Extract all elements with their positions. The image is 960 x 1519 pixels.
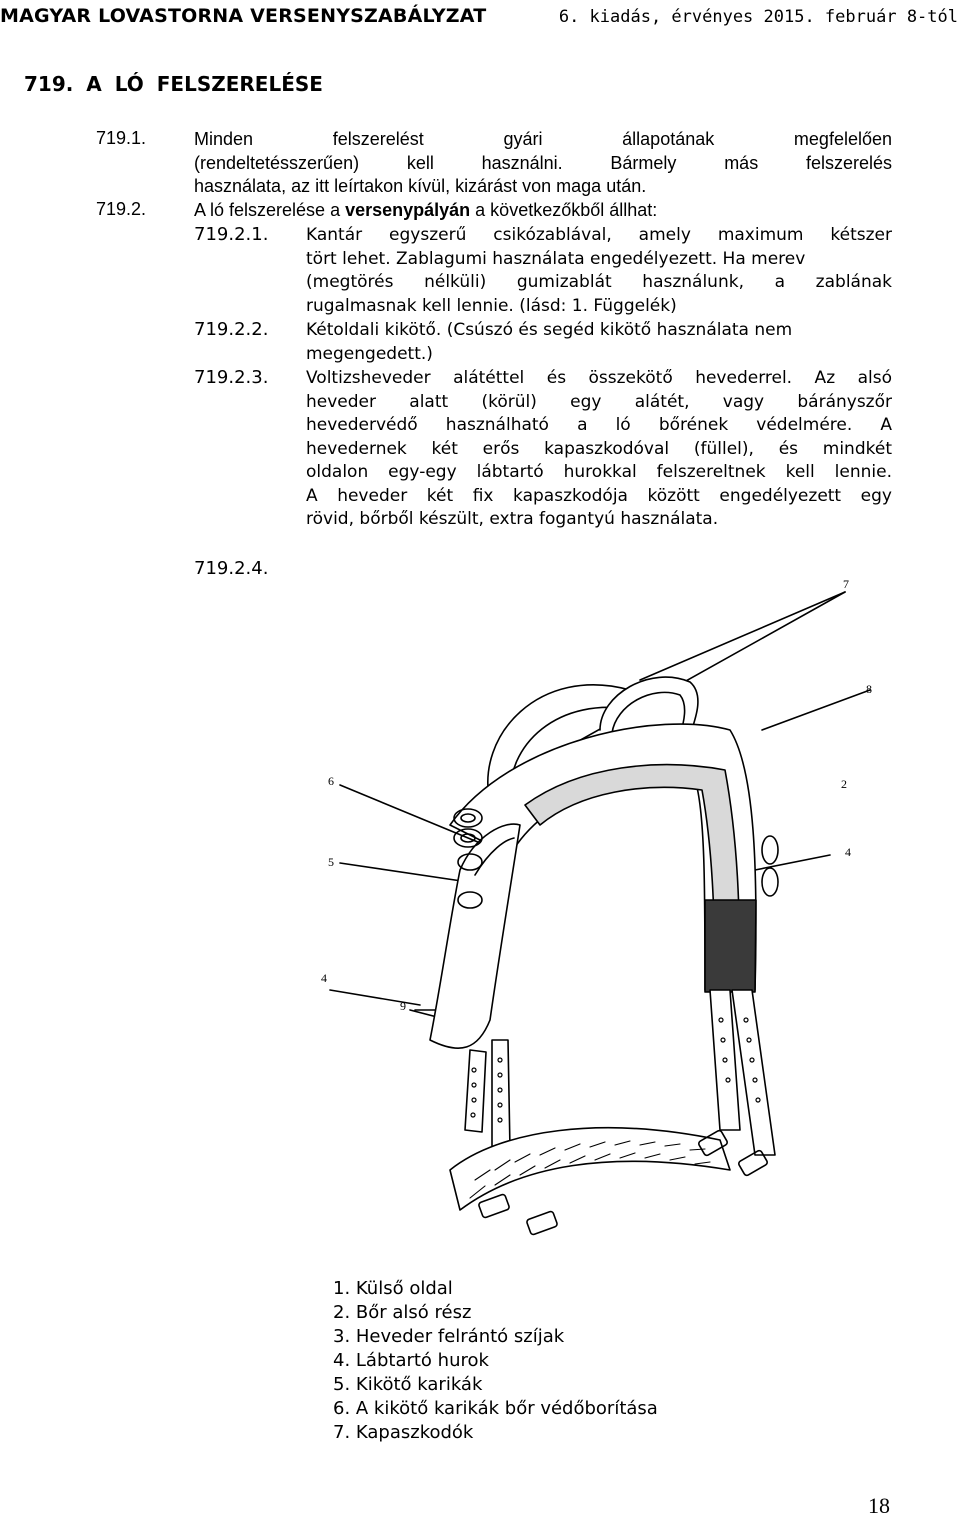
clause-line: oldalon egy-egy lábtartó hurokkal felszereltnek kell lennie. [306,462,892,482]
running-header-edition: 6. kiadás, érvényes 2015. február 8-tól [558,7,958,27]
clause-719-2-3-text [306,367,892,532]
figure-label: 4 [845,845,851,859]
clause-number-719-2-2: 719.2.2. [194,319,269,340]
leader-line [762,690,870,730]
legend-item: 6. A kikötő karikák bőr védőborítása [333,1398,658,1419]
figure-label: 7 [843,577,849,591]
clause-text: A ló felszerelése a [194,200,346,220]
clause-line: Minden felszerelést gyári állapotának megfelelően [194,129,892,149]
legend-item: 1. Külső oldal [333,1278,453,1299]
clause-line: megengedett.) [306,343,433,364]
clause-number-719-2-4: 719.2.4. [194,558,269,579]
figure-label: 6 [328,774,334,788]
clause-719-1-text [194,128,892,199]
clause-719-2-1-text [306,224,892,318]
clause-line: használata, az itt leírtakon kívül, kizárást von maga után. [194,176,647,196]
buckle [478,1194,510,1219]
clause-719-2-text [194,199,892,223]
side-rein-ring [762,868,778,896]
legend-item: 2. Bőr alsó rész [333,1302,472,1323]
clause-line: A heveder két fix kapaszkodója között engedélyezett egy [306,485,892,506]
legend-item: 4. Lábtartó hurok [333,1350,489,1371]
leader-line [640,592,845,680]
figure-label: 4 [321,971,327,985]
clause-line: (rendeltetésszerűen) kell használni. Bármely más felszerelés [194,152,892,173]
figure-label: 5 [328,855,334,869]
clause-number-719-2-1: 719.2.1. [194,224,269,245]
clause-line: rövid, bőrből készült, extra fogantyú használata. [306,509,719,529]
clause-line: tört lehet. Zablagumi használata engedélyezett. Ha merev [306,248,806,269]
leader-line [330,990,420,1005]
side-rein-ring [762,836,778,864]
legend-item: 5. Kikötő karikák [333,1374,483,1395]
clause-line: rugalmasnak kell lennie. (lásd: 1. Függelék) [306,295,677,316]
legend-item: 3. Heveder felrántó szíjak [333,1326,565,1347]
clause-line: Kantár egyszerű csikózablával, amely maximum kétszer [306,225,892,245]
page-number: 18 [868,1493,890,1518]
section-title: 719. A LÓ FELSZERELÉSE [24,72,323,96]
surcingle-dark-section [705,900,756,992]
clause-number-719-2-3: 719.2.3. [194,367,269,388]
figure-label: 9 [400,999,406,1013]
clause-text: a következőkből állhat: [470,200,658,220]
figure-legend [333,1277,658,1445]
figure-label: 2 [841,777,847,791]
clause-line: heveder alatt (körül) egy alátét, vagy bárányszőr [306,391,892,412]
clause-text-bold: versenypályán [345,200,471,220]
clause-line: hevedervédő használható a ló bőrének védelmére. A [306,415,892,435]
clause-line: (megtörés nélküli) gumizablát használunk, a zablának [306,272,892,292]
left-front-panel [430,824,520,1048]
clause-number-719-2: 719.2. [96,199,147,219]
clause-719-2-2-text [306,319,892,366]
legend-item: 7. Kapaszkodók [333,1422,474,1443]
leader-line [340,863,475,883]
clause-line: hevedernek két erős kapaszkodóval (füllel), és mindkét [306,438,892,459]
left-strap-2 [492,1040,510,1150]
running-header-title: MAGYAR LOVASTORNA VERSENYSZABÁLYZAT [0,5,487,27]
clause-line: Kétoldali kikötő. (Csúszó és segéd kikötő használata nem [306,320,793,340]
figure-label: 8 [866,682,872,696]
clause-line: Voltizsheveder alátéttel és összekötő hevederrel. Az alsó [306,368,892,388]
buckle [526,1211,558,1236]
clause-number-719-1: 719.1. [96,128,147,148]
left-strap-1 [465,1050,486,1132]
surcingle-illustration [300,570,900,1260]
